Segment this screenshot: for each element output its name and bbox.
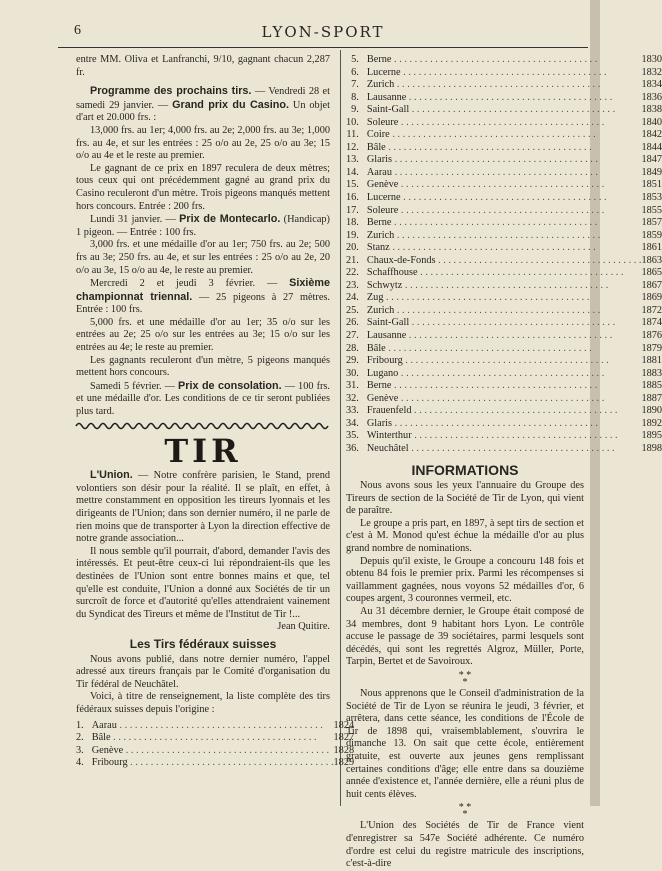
list-item xyxy=(346,154,662,167)
page-number: 6 xyxy=(74,23,81,38)
list-item-number: 36. xyxy=(346,442,359,454)
list-item-number: 31. xyxy=(346,380,359,392)
lundi-paragraph xyxy=(76,213,330,239)
leader-dots: . . . . . . . . . . . . . . . . . . . . . . . . . . . . . . . . . . . . . . . . xyxy=(391,217,598,229)
list-item-number: 3. xyxy=(76,744,84,756)
programme-label: Programme des prochains tirs. xyxy=(90,85,252,98)
list-item-town-cell xyxy=(92,745,334,758)
federal-list-left xyxy=(76,720,354,770)
list-item-number: 16. xyxy=(346,192,359,204)
list-item-town: Genève xyxy=(91,744,124,756)
leader-dots: . . . . . . . . . . . . . . . . . . . . . . . . . . . . . . . . . . . . . . . . xyxy=(389,129,596,141)
list-item-number: 10. xyxy=(346,116,359,128)
leader-dots: . . . . . . . . . . . . . . . . . . . . . . . . . . . . . . . . . . . . . . . . xyxy=(391,380,598,392)
list-item-number: 12. xyxy=(346,141,359,153)
list-item-town: Genève xyxy=(366,392,399,404)
list-item-town: Berne xyxy=(366,380,392,392)
leader-dots: . . . . . . . . . . . . . . . . . . . . . . . . . . . . . . . . . . . . . . . . xyxy=(127,757,334,769)
tir-section-banner xyxy=(76,431,330,470)
list-item xyxy=(346,67,662,80)
page-header xyxy=(58,22,588,42)
list-item-town-cell xyxy=(367,242,642,255)
leader-dots: . . . . . . . . . . . . . . . . . . . . . . . . . . . . . . . . . . . . . . . . xyxy=(391,54,598,65)
list-item-year: 1830 xyxy=(641,54,662,65)
list-item-year: 1836 xyxy=(641,91,662,103)
leader-dots: . . . . . . . . . . . . . . . . . . . . . . . . . . . . . . . . . . . . . . . . xyxy=(400,66,607,78)
list-item-year: 1887 xyxy=(641,392,662,404)
list-item-number: 13. xyxy=(346,154,359,166)
list-item-year: 1874 xyxy=(641,317,662,329)
federaux-paragraph: Nous avons publié, dans notre dernier numéro, l'appel adressé aux tireurs français par le Comité d'organisation du Tir fédéral de Neuchâtel. xyxy=(76,653,330,690)
list-item-number: 2. xyxy=(76,732,84,744)
list-item-number: 4. xyxy=(76,757,84,769)
list-item-town-cell xyxy=(92,757,334,770)
list-item xyxy=(346,104,662,117)
leader-dots: . . . . . . . . . . . . . . . . . . . . . . . . . . . . . . . . . . . . . . . . xyxy=(383,292,590,304)
list-item-year: 1851 xyxy=(641,179,662,191)
list-item-number: 1. xyxy=(76,719,84,731)
list-item-town: Schaffhouse xyxy=(366,267,418,279)
list-item-number: 29. xyxy=(346,355,359,367)
list-item-town-cell xyxy=(367,317,642,330)
list-item-number: 9. xyxy=(351,104,359,116)
list-item-year: 1824 xyxy=(333,719,355,731)
list-item xyxy=(346,292,662,305)
list-item-year: 1876 xyxy=(641,330,662,342)
list-item-town-cell xyxy=(367,104,642,117)
info-paragraph-2: Le groupe a pris part, en 1897, à sept tirs de section et c'est à M. Monod qu'est échue la médaille d'or au plus grand nombre de nominations. xyxy=(346,517,584,555)
list-item-number: 17. xyxy=(346,204,359,216)
list-item-town: Zug xyxy=(366,292,384,304)
list-item xyxy=(346,418,662,431)
list-item-town: Lucerne xyxy=(366,192,401,204)
programme-text-2: Un objet d'art et 20.000 frs. : xyxy=(76,99,330,124)
list-item-town-cell xyxy=(367,380,642,393)
list-item-number: 33. xyxy=(346,405,359,417)
list-item-number: 28. xyxy=(346,342,359,354)
list-item-number: 32. xyxy=(346,392,359,404)
right-column xyxy=(346,54,662,871)
list-item-number: 30. xyxy=(346,367,359,379)
list-item-town: Bâle xyxy=(91,732,111,744)
list-item xyxy=(346,230,662,243)
list-item xyxy=(346,305,662,318)
leader-dots: . . . . . . . . . . . . . . . . . . . . . . . . . . . . . . . . . . . . . . . . xyxy=(402,355,609,367)
list-item-year: 1885 xyxy=(641,380,662,392)
leader-dots: . . . . . . . . . . . . . . . . . . . . . . . . . . . . . . . . . . . . . . . . xyxy=(398,367,605,379)
list-item-town: Glaris xyxy=(366,154,393,166)
list-item-town: Schwytz xyxy=(366,279,403,291)
leader-dots: . . . . . . . . . . . . . . . . . . . . . . . . . . . . . . . . . . . . . . . . xyxy=(394,79,601,91)
list-item-town-cell xyxy=(367,393,642,406)
montecarlo-label: Prix de Montecarlo. xyxy=(179,213,281,226)
federaux-heading: Les Tirs fédéraux suisses xyxy=(129,636,277,651)
list-item-year: 1865 xyxy=(641,267,662,279)
list-item-town: Soleure xyxy=(366,204,399,216)
leader-dots: . . . . . . . . . . . . . . . . . . . . . . . . . . . . . . . . . . . . . . . . xyxy=(385,342,592,354)
list-item-year: 1842 xyxy=(641,129,662,141)
list-item-year: 1861 xyxy=(641,242,662,254)
list-item-town-cell xyxy=(367,142,642,155)
list-item-year: 1853 xyxy=(641,192,662,204)
list-item xyxy=(346,179,662,192)
list-item-year: 1892 xyxy=(641,417,662,429)
union-paragraph xyxy=(76,469,330,546)
list-item-number: 34. xyxy=(346,417,359,429)
list-item xyxy=(346,368,662,381)
intro-paragraph: entre MM. Oliva et Lanfranchi, 9/10, gagnant chacun 2,287 fr. xyxy=(76,54,330,78)
list-item-year: 1840 xyxy=(641,116,662,128)
leader-dots: . . . . . . . . . . . . . . . . . . . . . . . . . . . . . . . . . . . . . . . . xyxy=(409,104,616,116)
list-item-town: Lausanne xyxy=(366,91,407,103)
list-item-year: 1838 xyxy=(641,104,662,116)
list-item-number: 19. xyxy=(346,229,359,241)
leader-dots: . . . . . . . . . . . . . . . . . . . . . . . . . . . . . . . . . . . . . . . . xyxy=(402,279,609,291)
list-item-number: 35. xyxy=(346,430,359,442)
list-item-town: Saint-Gall xyxy=(366,317,410,329)
column-divider xyxy=(340,50,341,806)
programme-text: — Vendredi 28 et samedi 29 janvier. — xyxy=(76,86,330,111)
leader-dots: . . . . . . . . . . . . . . . . . . . . . . . . . . . . . . . . . . . . . . . . xyxy=(409,317,616,329)
leader-dots: . . . . . . . . . . . . . . . . . . . . . . . . . . . . . . . . . . . . . . . . xyxy=(392,166,598,178)
list-item-town: Neuchâtel xyxy=(366,442,409,454)
list-item-number: 22. xyxy=(346,267,359,279)
mercredi-paragraph xyxy=(76,277,330,317)
leader-dots: . . . . . . . . . . . . . . . . . . . . . . . . . . . . . . . . . . . . . . . . xyxy=(392,417,598,429)
list-item-town: Berne xyxy=(366,217,392,229)
list-item-year: 1863 xyxy=(641,254,662,266)
leader-dots: . . . . . . . . . . . . . . . . . . . . . . . . . . . . . . . . . . . . . . . . xyxy=(398,392,605,404)
list-item-year: 1895 xyxy=(641,430,662,442)
list-item xyxy=(76,757,354,770)
leader-dots: . . . . . . . . . . . . . . . . . . . . . . . . . . . . . . . . . . . . . . . . xyxy=(398,204,605,216)
list-item xyxy=(346,129,662,142)
list-item-number: 7. xyxy=(351,79,359,91)
list-item xyxy=(346,405,662,418)
list-item-town: Lausanne xyxy=(366,330,407,342)
leader-dots: . . . . . . . . . . . . . . . . . . . . . . . . . . . . . . . . . . . . . . . . xyxy=(406,91,613,103)
list-item-town-cell xyxy=(367,205,642,218)
list-item-town: Bâle xyxy=(366,342,386,354)
gagnant-paragraph: Le gagnant de ce prix en 1897 reculera de deux mètres; tous ceux qui ont précédemment gagné au grand prix du Casino reculeront d'un mètre. Trois pigeons manqués mettent hors concours. Entrée : 200 frs. xyxy=(76,162,330,212)
list-item-year: 1883 xyxy=(641,367,662,379)
asterism: * * * xyxy=(458,670,472,688)
list-item xyxy=(346,167,662,180)
list-item-town-cell xyxy=(367,292,642,305)
list-item-year: 1832 xyxy=(641,66,662,78)
list-item-number: 14. xyxy=(346,166,359,178)
list-item-year: 1872 xyxy=(641,304,662,316)
tir-banner-text: TIR xyxy=(164,431,242,470)
list-item-year: 1849 xyxy=(641,166,662,178)
leader-dots: . . . . . . . . . . . . . . . . . . . . . . . . . . . . . . . . . . . . . . . . xyxy=(417,267,624,279)
list-item xyxy=(346,355,662,368)
list-item xyxy=(346,343,662,356)
samedi-text: Samedi 5 février. — xyxy=(90,380,179,392)
list-item xyxy=(346,393,662,406)
leader-dots: . . . . . . . . . . . . . . . . . . . . . . . . . . . . . . . . . . . . . . . . xyxy=(110,732,317,744)
list-item-town-cell xyxy=(367,230,642,243)
list-item-town-cell xyxy=(367,443,642,456)
list-item-year: 1898 xyxy=(641,442,662,454)
leader-dots: . . . . . . . . . . . . . . . . . . . . . . . . . . . . . . . . . . . . . . . . xyxy=(408,442,615,454)
list-item-town-cell xyxy=(367,418,642,431)
list-item-number: 23. xyxy=(346,279,359,291)
informations-heading: INFORMATIONS xyxy=(411,461,519,478)
list-item-year: 1855 xyxy=(641,204,662,216)
leader-dots: . . . . . . . . . . . . . . . . . . . . . . . . . . . . . . . . . . . . . . . . xyxy=(398,116,605,128)
mercredi-text-2: — 25 pigeons à 27 mètres. Entrée : 100 frs. xyxy=(76,291,330,316)
list-item-town: Saint-Gall xyxy=(366,104,410,116)
list-item-town-cell xyxy=(367,154,642,167)
list-item-town: Fribourg xyxy=(366,355,403,367)
sixieme-label: Sixième championnat triennal. xyxy=(76,277,330,303)
union-label: L'Union. xyxy=(90,469,133,482)
list-item-town: Frauenfeld xyxy=(366,405,412,417)
list-item xyxy=(346,380,662,393)
list-item-number: 27. xyxy=(346,330,359,342)
casino-prizes: 13,000 frs. au 1er; 4,000 frs. au 2e; 2,000 frs. au 3e; 1,000 frs. au 4e, et sur les entrées : 25 o/o au 2e, 25 o/o au 3e; 15 o/o au 4e et le reste au premier. xyxy=(76,124,330,162)
lundi-text-2: (Handicap) 1 pigeon. — Entrée : 100 frs. xyxy=(76,214,330,238)
list-item xyxy=(346,267,662,280)
programme-paragraph xyxy=(76,85,330,125)
list-item-town: Berne xyxy=(366,54,392,65)
list-item-town: Chaux-de-Fonds xyxy=(366,254,436,266)
list-item xyxy=(346,92,662,105)
list-item-number: 18. xyxy=(346,217,359,229)
list-item xyxy=(346,443,662,456)
leader-dots: . . . . . . . . . . . . . . . . . . . . . . . . . . . . . . . . . . . . . . . . xyxy=(394,304,601,316)
list-item-number: 20. xyxy=(346,242,359,254)
list-item-town-cell xyxy=(367,67,642,80)
union-paragraph-2: Il nous semble qu'il pourrait, d'abord, demander l'avis des intéressés. Et peut-être ceux-ci lui répondraient-ils que les destinées de l'Union sont entre bonnes mains et que, tel qu'elle est conduite, l'Union a donné aux Sociétés de tir un surcroît de force et d'autorité qu'elles attendraient vainement du Syndicat des Tireurs et même de l'Institut de Tir !... xyxy=(76,545,330,620)
info-paragraph-3: Depuis qu'il existe, le Groupe a concouru 148 fois et obtenu 84 fois le premier prix. Parmi les récompenses si vaillamment gagnées, nous voyons 52 médailles d'or, 6 coupes argent, 3 couronnes vermeil, etc. xyxy=(346,555,584,605)
list-item-town-cell xyxy=(367,355,642,368)
list-item-year: 1827 xyxy=(333,732,355,744)
list-item-town-cell xyxy=(367,217,642,230)
leader-dots: . . . . . . . . . . . . . . . . . . . . . . . . . . . . . . . . . . . . . . . . xyxy=(411,430,618,442)
list-item xyxy=(346,317,662,330)
list-item xyxy=(346,117,662,130)
montecarlo-prizes: 3,000 frs. et une médaille d'or au 1er; 750 frs. au 2e; 500 frs au 3e; 250 frs. au 4e, et sur les entrées : 25 o/o au 2e, 20 o/o au 3e, 15 o/o au 4e, le reste au premier. xyxy=(76,239,330,276)
header-rule xyxy=(58,47,588,48)
list-item-year: 1857 xyxy=(641,217,662,229)
grand-prix-label: Grand prix du Casino. xyxy=(172,98,289,111)
list-item-year: 1890 xyxy=(641,405,662,417)
list-item-town-cell xyxy=(367,117,642,130)
leader-dots: . . . . . . . . . . . . . . . . . . . . . . . . . . . . . . . . . . . . . . . . xyxy=(411,405,618,417)
consolation-label: Prix de consolation. xyxy=(178,379,282,392)
leader-dots: . . . . . . . . . . . . . . . . . . . . . . . . . . . . . . . . . . . . . . . . xyxy=(389,242,596,254)
list-item-town-cell xyxy=(92,720,334,733)
info-paragraph-5: Nous apprenons que le Conseil d'administration de la Société de Tir de Lyon se réunira le jeudi, 3 février, et arrêtera, dans cette séance, les conditions de l'École de Tir de 1898 qui, vraisemblablement, s'ouvrira le dimanche 13. On sait que cette école, entièrement gratuite, est ouverte aux jeunes gens remplissant certaines conditions d'âge; elle entre dans sa douzième année d'existence et, l'année dernière, elle a réuni plus de huit cents élèves. xyxy=(346,688,584,800)
wavy-divider xyxy=(76,421,330,431)
newspaper-title: LYON-SPORT xyxy=(261,23,385,41)
list-item xyxy=(346,205,662,218)
list-item-year: 1881 xyxy=(641,355,662,367)
list-item-number: 21. xyxy=(346,254,359,266)
list-item-town: Glaris xyxy=(366,417,393,429)
list-item-town-cell xyxy=(367,305,642,318)
list-item-number: 26. xyxy=(346,317,359,329)
list-item xyxy=(346,430,662,443)
list-item-town: Zurich xyxy=(366,304,395,316)
leader-dots: . . . . . . . . . . . . . . . . . . . . . . . . . . . . . . . . . . . . . . . . xyxy=(392,154,598,166)
list-item-town-cell xyxy=(367,343,642,356)
samedi-text-2: — 100 frs. et une médaille d'or. Les conditions de ce tir seront publiées plus tard. xyxy=(76,380,331,418)
list-item-number: 8. xyxy=(351,91,359,103)
signature: Jean Quitire. xyxy=(277,621,330,633)
list-item xyxy=(346,280,662,293)
list-item-year: 1869 xyxy=(641,292,662,304)
list-item xyxy=(346,142,662,155)
list-item-number: 6. xyxy=(351,66,359,78)
list-item-town-cell xyxy=(367,280,642,293)
list-item-town: Zurich xyxy=(366,79,395,91)
list-item xyxy=(346,255,662,268)
list-item xyxy=(346,242,662,255)
list-item-town-cell xyxy=(367,255,642,268)
list-item xyxy=(76,732,354,745)
list-item-town-cell xyxy=(367,330,642,343)
list-item-town: Aarau xyxy=(366,166,393,178)
list-item-town-cell xyxy=(367,368,642,381)
list-item-number: 11. xyxy=(346,129,359,141)
union-text: — Notre confrère parisien, le Stand, prend volontiers son désir pour la réalité. Il se plaît, en effet, à mettre constamment en opposition les tireurs lyonnais et les dirigeants de l'Union; dans son dernier numéro, il ne parle de rien moins que de transporter à Lyon la direction effective de notre grande association... xyxy=(76,470,330,545)
list-item xyxy=(346,192,662,205)
list-item-number: 5. xyxy=(351,54,359,65)
leader-dots: . . . . . . . . . . . . . . . . . . . . . . . . . . . . . . . . . . . . . . . . xyxy=(123,744,330,756)
list-item-town: Genève xyxy=(366,179,399,191)
info-paragraph-1: Nous avons sous les yeux l'annuaire du Groupe des Tireurs de section de la Société de Tir de Lyon, qui vient de paraître. xyxy=(346,480,584,517)
list-item-town: Zurich xyxy=(366,229,395,241)
list-item-year: 1847 xyxy=(641,154,662,166)
asterism-2: * * * xyxy=(458,802,472,821)
list-item-town-cell xyxy=(367,92,642,105)
list-item-year: 1829 xyxy=(333,757,355,769)
list-item-number: 15. xyxy=(346,179,359,191)
list-item xyxy=(76,720,354,733)
list-item-town: Winterthur xyxy=(366,430,412,442)
list-item-number: 24. xyxy=(346,292,359,304)
list-item xyxy=(346,330,662,343)
info-paragraph-4: Au 31 décembre dernier, le Groupe était composé de 34 membres, dont 9 habitant hors Lyon. Le contrôle accuse le passage de 39 sociétaires, parmi lesquels sont décédés, qui sont les regrettés Algroz, Müller, Porte, Tarpin, Bertet et de Savoiroux. xyxy=(346,606,584,668)
leader-dots: . . . . . . . . . . . . . . . . . . . . . . . . . . . . . . . . . . . . . . . . xyxy=(116,719,323,731)
leader-dots: . . . . . . . . . . . . . . . . . . . . . . . . . . . . . . . . . . . . . . . . xyxy=(406,330,613,342)
list-item-town-cell xyxy=(367,79,642,92)
list-item-year: 1867 xyxy=(641,279,662,291)
list-item-town-cell xyxy=(367,167,642,180)
list-item-year: 1844 xyxy=(641,141,662,153)
list-item xyxy=(346,79,662,92)
leader-dots: . . . . . . . . . . . . . . . . . . . . . . . . . . . . . . . . . . . . . . . . xyxy=(435,254,642,266)
mercredi-text: Mercredi 2 et jeudi 3 février. — xyxy=(90,278,290,290)
list-item-town-cell xyxy=(92,732,334,745)
leader-dots: . . . . . . . . . . . . . . . . . . . . . . . . . . . . . . . . . . . . . . . . xyxy=(394,229,601,241)
list-item-town-cell xyxy=(367,54,642,67)
list-item-number: 25. xyxy=(346,304,359,316)
list-item-year: 1859 xyxy=(641,229,662,241)
list-item-town-cell xyxy=(367,129,642,142)
list-item-town-cell xyxy=(367,192,642,205)
list-item xyxy=(346,54,662,67)
lundi-text: Lundi 31 janvier. — xyxy=(90,214,180,226)
list-item-year: 1879 xyxy=(641,342,662,354)
list-item-town: Lugano xyxy=(366,367,399,379)
leader-dots: . . . . . . . . . . . . . . . . . . . . . . . . . . . . . . . . . . . . . . . . xyxy=(400,192,607,204)
list-item-town: Lucerne xyxy=(366,66,401,78)
gagnants-paragraph: Les gagnants reculeront d'un mètre, 5 pigeons manqués mettent hors concours. xyxy=(76,354,330,379)
list-item xyxy=(346,217,662,230)
list-item-town-cell xyxy=(367,430,642,443)
list-item-town: Aarau xyxy=(91,719,117,731)
list-item-town: Fribourg xyxy=(91,757,128,769)
list-item-town: Coire xyxy=(366,129,390,141)
list-item-town: Bâle xyxy=(366,141,386,153)
leader-dots: . . . . . . . . . . . . . . . . . . . . . . . . . . . . . . . . . . . . . . . . xyxy=(398,179,605,191)
list-item-town: Stanz xyxy=(366,242,390,254)
list-item xyxy=(76,745,354,758)
list-item-town-cell xyxy=(367,405,642,418)
federal-list-right xyxy=(346,54,662,456)
sixieme-prizes: 5,000 frs. et une médaille d'or au 1er; 35 o/o sur les entrées au 2e; 25 o/o sur les entrées au 3e; 15 o/o sur les entrées au 4e; le reste au premier. xyxy=(76,316,330,354)
leader-dots: . . . . . . . . . . . . . . . . . . . . . . . . . . . . . . . . . . . . . . . . xyxy=(385,141,592,153)
list-item-year: 1834 xyxy=(641,79,662,91)
list-item-town-cell xyxy=(367,267,642,280)
list-item-town-cell xyxy=(367,179,642,192)
info-paragraph-6: L'Union des Sociétés de Tir de France vient d'enregistrer sa 547e Société adhérente. Ce numéro d'ordre est celui du registre matricule des inscriptions, c'est-à-dire xyxy=(346,820,584,870)
list-item-town: Soleure xyxy=(366,116,399,128)
samedi-paragraph xyxy=(76,380,330,419)
list-item-year: 1828 xyxy=(333,744,355,756)
voici-paragraph: Voici, à titre de renseignement, la liste complète des tirs fédéraux suisses depuis l'origine : xyxy=(76,691,330,715)
